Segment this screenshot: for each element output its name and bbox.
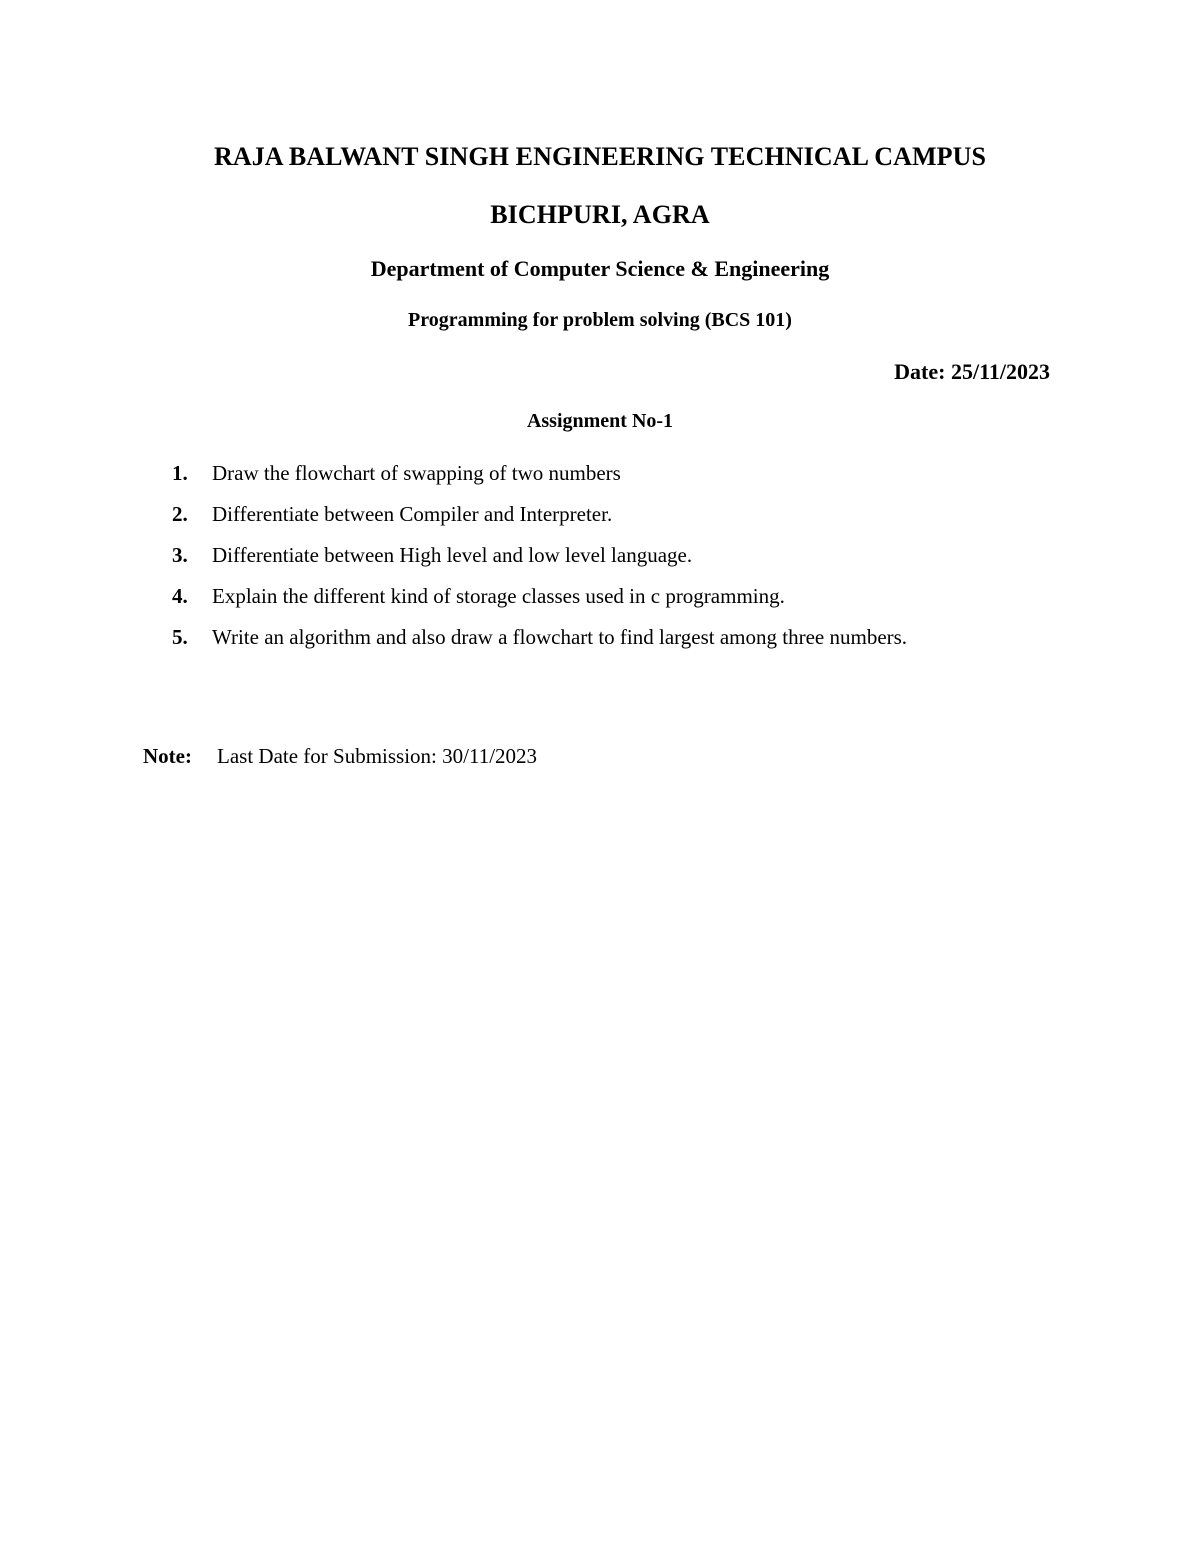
course-title: Programming for problem solving (BCS 101) bbox=[408, 309, 792, 331]
question-item bbox=[172, 623, 907, 664]
department-name: Department of Computer Science & Engineering bbox=[370, 256, 830, 281]
question-text: Explain the different kind of storage classes used in c programming. bbox=[212, 584, 785, 608]
question-number: 5. bbox=[172, 625, 188, 649]
note-label: Note: bbox=[143, 744, 192, 768]
question-text: Draw the flowchart of swapping of two numbers bbox=[212, 461, 621, 485]
assignment-date: Date: 25/11/2023 bbox=[894, 359, 1050, 384]
institution-name: RAJA BALWANT SINGH ENGINEERING TECHNICAL CAMPUS bbox=[213, 142, 987, 171]
assignment-title: Assignment No-1 bbox=[526, 410, 674, 432]
question-item bbox=[172, 582, 907, 623]
question-text: Differentiate between Compiler and Interpreter. bbox=[212, 502, 613, 526]
question-text: Differentiate between High level and low level language. bbox=[212, 543, 693, 567]
question-number: 2. bbox=[172, 502, 188, 526]
submission-note bbox=[143, 742, 537, 770]
question-text: Write an algorithm and also draw a flowchart to find largest among three numbers. bbox=[212, 625, 908, 649]
question-number: 4. bbox=[172, 584, 188, 608]
note-text: Last Date for Submission: 30/11/2023 bbox=[217, 744, 538, 768]
question-number: 1. bbox=[172, 461, 188, 485]
question-item bbox=[172, 500, 907, 541]
question-item bbox=[172, 459, 907, 500]
question-list bbox=[172, 459, 907, 664]
institution-location: BICHPURI, AGRA bbox=[490, 200, 710, 229]
question-item bbox=[172, 541, 907, 582]
question-number: 3. bbox=[172, 543, 188, 567]
